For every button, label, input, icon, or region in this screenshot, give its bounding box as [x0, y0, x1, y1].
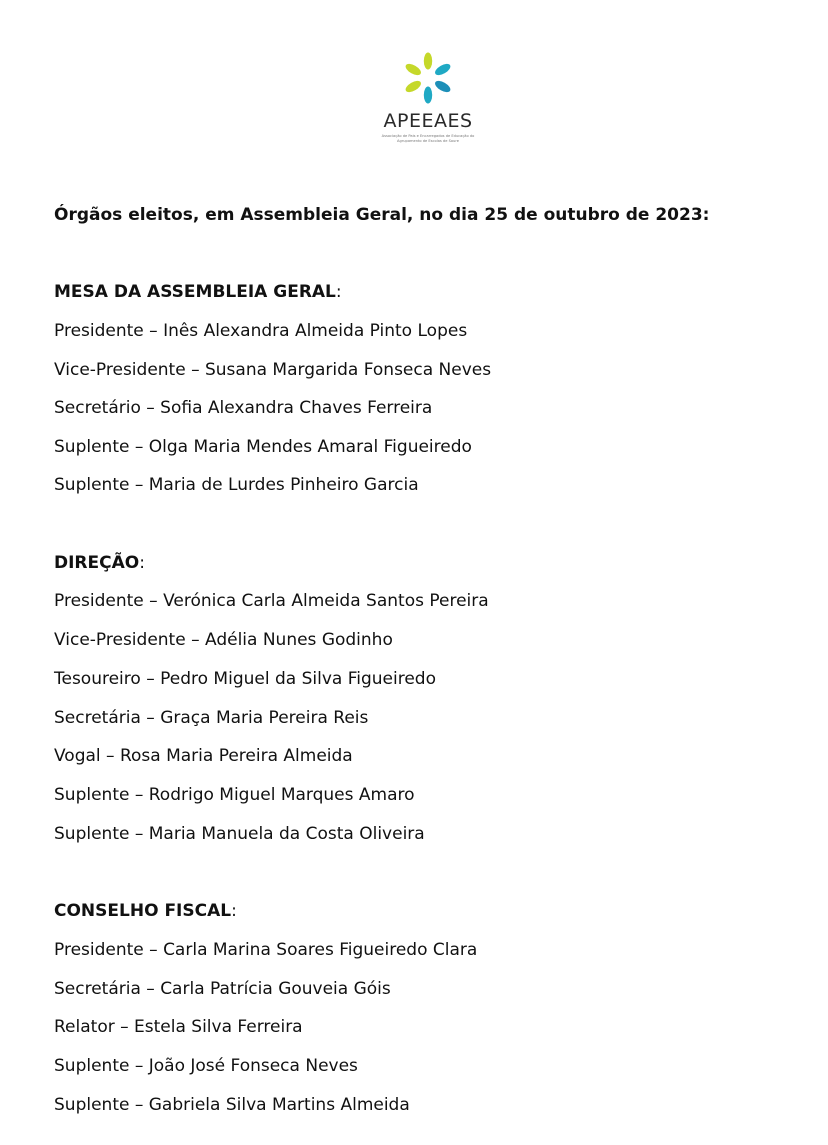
- member-item: Presidente – Verónica Carla Almeida Santos Pereira: [54, 591, 489, 611]
- section-title-colon: :: [231, 901, 237, 921]
- member-item: Relator – Estela Silva Ferreira: [54, 1017, 303, 1037]
- member-item: Suplente – Olga Maria Mendes Amaral Figueiredo: [54, 437, 472, 457]
- page-heading: Órgãos eleitos, em Assembleia Geral, no dia 25 de outubro de 2023:: [54, 205, 710, 225]
- section-title-mesa: [54, 278, 342, 306]
- section-title-text: MESA DA ASSEMBLEIA GERAL: [54, 282, 336, 302]
- section-title-direcao: [54, 549, 145, 577]
- member-item: Presidente – Carla Marina Soares Figueiredo Clara: [54, 940, 478, 960]
- member-item: Vice-Presidente – Adélia Nunes Godinho: [54, 630, 393, 650]
- member-item: Tesoureiro – Pedro Miguel da Silva Figueiredo: [54, 669, 436, 689]
- section-title-text: CONSELHO FISCAL: [54, 901, 232, 921]
- member-item: Vogal – Rosa Maria Pereira Almeida: [54, 746, 353, 766]
- logo-tagline: Associação de Pais e Encarregados de Educação do Agrupamento de Escolas de Soure: [381, 134, 475, 143]
- member-item: Suplente – Maria Manuela da Costa Oliveira: [54, 824, 425, 844]
- member-item: Secretária – Graça Maria Pereira Reis: [54, 708, 369, 728]
- apeeaes-logo: [369, 48, 487, 152]
- member-item: Suplente – Gabriela Silva Martins Almeida: [54, 1095, 410, 1115]
- section-title-text: DIREÇÃO: [54, 553, 140, 573]
- member-item: Secretário – Sofia Alexandra Chaves Ferreira: [54, 398, 433, 418]
- section-title-colon: :: [335, 282, 342, 302]
- flower-logo-icon: [398, 48, 458, 108]
- member-item: Vice-Presidente – Susana Margarida Fonseca Neves: [54, 360, 492, 380]
- member-item: Suplente – Maria de Lurdes Pinheiro Garcia: [54, 475, 419, 495]
- section-title-conselho-fiscal: [54, 897, 237, 925]
- logo-name: APEEAES: [383, 110, 473, 132]
- section-title-colon: :: [139, 553, 145, 573]
- member-item: Secretária – Carla Patrícia Gouveia Góis: [54, 979, 391, 999]
- member-item: Presidente – Inês Alexandra Almeida Pinto Lopes: [54, 321, 468, 341]
- member-item: Suplente – João José Fonseca Neves: [54, 1056, 358, 1076]
- member-item: Suplente – Rodrigo Miguel Marques Amaro: [54, 785, 415, 805]
